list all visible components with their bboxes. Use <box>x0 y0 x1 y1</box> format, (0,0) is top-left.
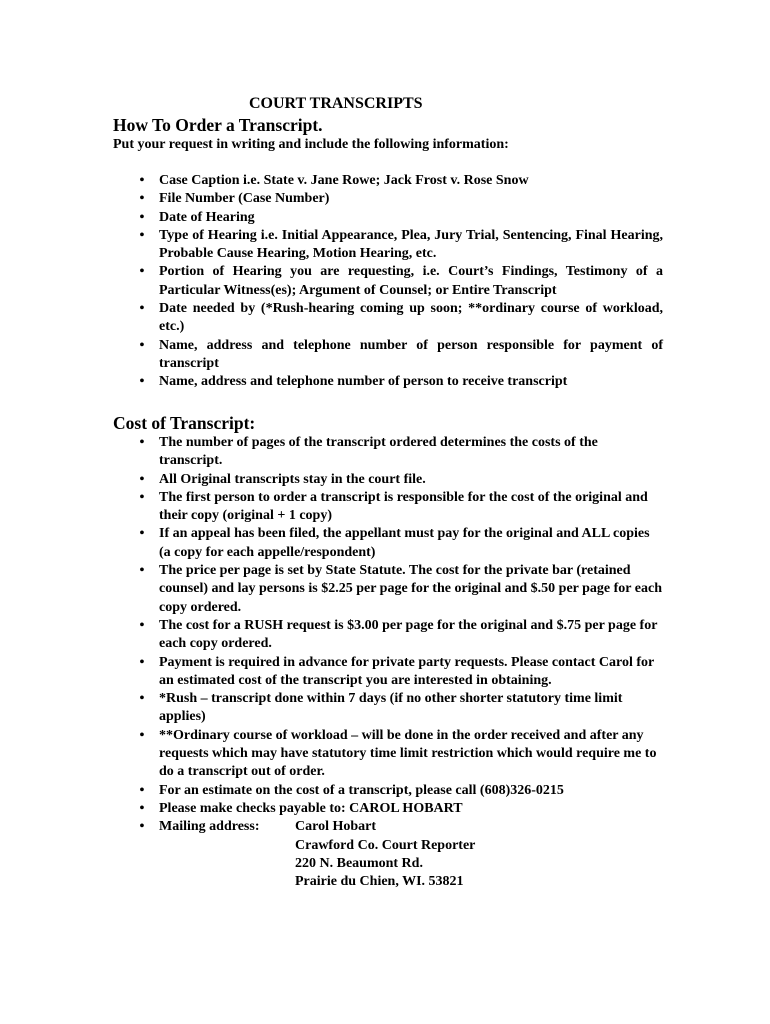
list-item: • Payment is required in advance for private party requests. Please contact Carol for an estimated cost of the transcript you are interested in obtaining. <box>113 654 663 691</box>
bullet-icon: • <box>139 209 145 225</box>
address-organization: Crawford Co. Court Reporter <box>295 837 476 853</box>
bullet-icon: • <box>139 819 145 835</box>
bullet-icon: • <box>139 435 145 450</box>
bullet-icon: • <box>139 727 145 743</box>
list-item: • Case Caption i.e. State v. Jane Rowe; Jack Frost v. Rose Snow <box>113 172 663 190</box>
address-city: Prairie du Chien, WI. 53821 <box>295 874 464 890</box>
address-street: 220 N. Beaumont Rd. <box>295 855 423 871</box>
list-item: • The cost for a RUSH request is $3.00 per page for the original and $.75 per page for each copy ordered. <box>113 617 663 654</box>
list-item: • The number of pages of the transcript ordered determines the costs of the transcript. <box>113 434 663 471</box>
bullet-icon: • <box>139 800 145 816</box>
bullet-icon: • <box>139 264 145 280</box>
list-item: • Date needed by (*Rush-hearing coming up soon; **ordinary course of workload, etc.) <box>113 300 663 337</box>
list-item: • Portion of Hearing you are requesting, i.e. Court’s Findings, Testimony of a Particular Witness(es); Argument of Counsel; or Entire Transcript <box>113 263 663 300</box>
bullet-icon: • <box>139 301 145 317</box>
list-item: • All Original transcripts stay in the court file. <box>113 471 663 489</box>
order-heading: How To Order a Transcript. <box>113 115 323 135</box>
mailing-address-block <box>295 818 475 891</box>
intro-text: Put your request in writing and include the following information: <box>113 137 509 152</box>
bullet-icon: • <box>139 173 145 188</box>
address-name: Carol Hobart <box>295 819 377 835</box>
list-item: • File Number (Case Number) <box>113 190 663 208</box>
mailing-address-item <box>113 818 663 891</box>
list-item: • If an appeal has been filed, the appellant must pay for the original and ALL copies (a copy for each appelle/respondent) <box>113 525 663 562</box>
list-item: • Please make checks payable to: CAROL HOBART <box>113 800 663 818</box>
bullet-icon: • <box>139 563 145 579</box>
bullet-icon: • <box>139 526 145 542</box>
list-item: • Type of Hearing i.e. Initial Appearance, Plea, Jury Trial, Sentencing, Final Hearing, Probable Cause Hearing, Motion Hearing, etc. <box>113 227 663 264</box>
cost-details-list <box>113 434 663 891</box>
list-item: • Date of Hearing <box>113 209 663 227</box>
list-item: • Name, address and telephone number of person responsible for payment of transcript <box>113 337 663 374</box>
bullet-icon: • <box>139 374 145 390</box>
bullet-icon: • <box>139 191 145 207</box>
list-item: • *Rush – transcript done within 7 days (if no other shorter statutory time limit applies) <box>113 690 663 727</box>
list-item: • The price per page is set by State Statute. The cost for the private bar (retained counsel) and lay persons is $2.25 per page for the original and $.50 per page for each copy ordered. <box>113 562 663 617</box>
bullet-icon: • <box>139 654 145 670</box>
order-requirements-list <box>113 172 663 392</box>
list-item: • Name, address and telephone number of person to receive transcript <box>113 373 663 391</box>
bullet-icon: • <box>139 782 145 798</box>
bullet-icon: • <box>139 337 145 353</box>
list-item: • The first person to order a transcript is responsible for the cost of the original and their copy (original + 1 copy) <box>113 489 663 526</box>
cost-heading: Cost of Transcript: <box>113 413 256 433</box>
bullet-icon: • <box>139 471 145 487</box>
bullet-icon: • <box>139 489 145 505</box>
list-item: • For an estimate on the cost of a transcript, please call (608)326-0215 <box>113 782 663 800</box>
bullet-icon: • <box>139 227 145 243</box>
page-title: COURT TRANSCRIPTS <box>249 95 423 112</box>
list-item: • **Ordinary course of workload – will be done in the order received and after any requests which may have statutory time limit restriction which would require me to do a transcript out of order. <box>113 727 663 782</box>
bullet-icon: • <box>139 691 145 707</box>
mailing-address-label: Mailing address: <box>159 819 260 835</box>
bullet-icon: • <box>139 617 145 633</box>
